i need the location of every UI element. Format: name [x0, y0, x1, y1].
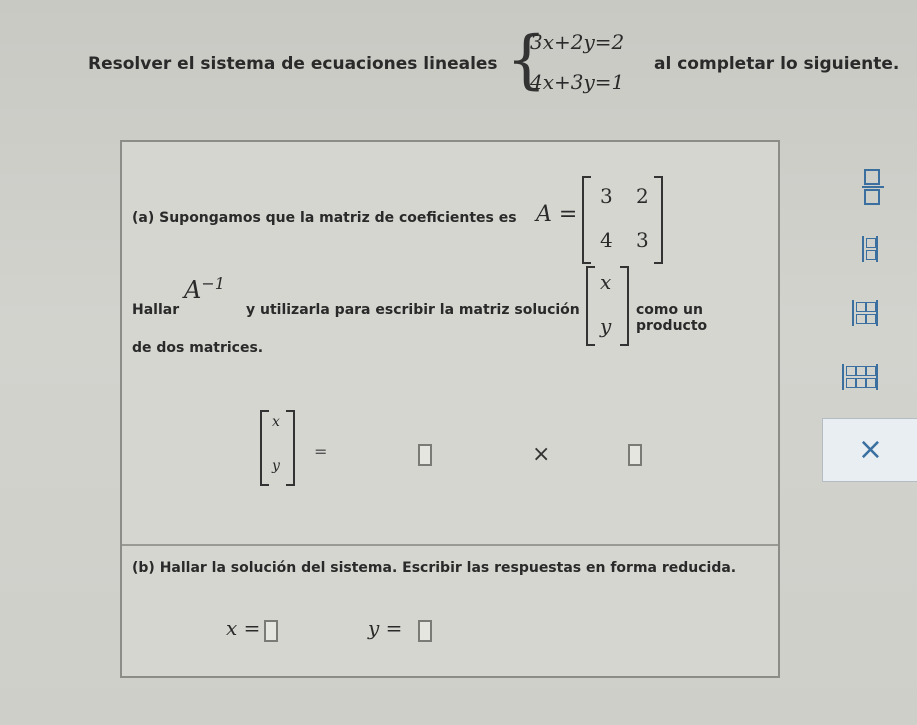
problem-statement-tail: al completar lo siguiente.: [654, 54, 900, 74]
fraction-template-icon[interactable]: [862, 168, 882, 206]
vector-left-bracket: [586, 266, 595, 346]
fraction-denominator-box: [864, 189, 880, 205]
system-brace: {: [506, 23, 547, 97]
y-answer-input[interactable]: [418, 620, 432, 642]
fraction-bar: [862, 186, 884, 188]
equation-1: 3x+2y=2: [530, 30, 625, 54]
vector-right-bracket: [620, 266, 629, 346]
matrix-cell-icon: [866, 302, 876, 312]
matrix-a-cell: 2: [636, 184, 649, 208]
part-a-intro: (a) Supongamos que la matriz de coeficientes es: [132, 210, 517, 226]
matrix-cell-icon: [866, 366, 876, 376]
matrix-a-cell: 3: [600, 184, 613, 208]
a-inverse: [184, 274, 225, 304]
instruction-text-end: como un producto: [636, 302, 708, 334]
matrix-cell-icon: [866, 378, 876, 388]
equals-sign: =: [314, 442, 328, 461]
answer-vector-x: x: [272, 414, 280, 430]
vector-matrix-input[interactable]: [628, 444, 642, 466]
hallar-label: Hallar: [132, 302, 180, 318]
inverse-matrix-input[interactable]: [418, 444, 432, 466]
matrix-cell-icon: [866, 314, 876, 324]
matrix-a-cell: 4: [600, 228, 613, 252]
x-answer-input[interactable]: [264, 620, 278, 642]
part-b-text: (b) Hallar la solución del sistema. Escribir las respuestas en forma reducida.: [132, 560, 737, 576]
matrix-cell-icon: [846, 378, 856, 388]
vector-y: y: [600, 314, 612, 338]
x-answer-label: x =: [226, 616, 261, 640]
times-sign: ×: [532, 442, 551, 467]
problem-header: [88, 23, 908, 106]
instruction-text: y utilizarla para escribir la matriz solución: [246, 302, 580, 318]
matrix-cell-icon: [856, 378, 866, 388]
matrix-cell-icon: [866, 250, 876, 260]
answer-vector-right-bracket: [286, 410, 295, 486]
section-divider: [122, 544, 778, 546]
instruction-text-cont: de dos matrices.: [132, 340, 264, 356]
matrix-right-bracket: [654, 176, 663, 264]
equation-2: 4x+3y=1: [530, 70, 625, 94]
problem-statement: Resolver el sistema de ecuaciones lineales: [88, 54, 498, 74]
answer-vector-y: y: [272, 458, 280, 474]
fraction-numerator-box: [864, 169, 880, 185]
a-inverse-exponent: −1: [201, 274, 225, 293]
answer-vector-left-bracket: [260, 410, 269, 486]
matrix-2x1-icon[interactable]: [862, 236, 878, 262]
matrix-left-bracket: [582, 176, 591, 264]
y-answer-label: y =: [368, 616, 403, 640]
matrix-a-cell: 3: [636, 228, 649, 252]
vector-x: x: [600, 270, 612, 294]
matrix-2x2-icon[interactable]: [852, 300, 878, 326]
matrix-a-label: A =: [536, 202, 578, 227]
matrix-cell-icon: [846, 366, 856, 376]
matrix-cell-icon: [866, 238, 876, 248]
matrix-cell-icon: [856, 302, 866, 312]
matrix-cell-icon: [856, 314, 866, 324]
answer-panel: [120, 140, 780, 678]
matrix-2x3-icon[interactable]: [842, 364, 878, 390]
clear-button[interactable]: ×: [822, 418, 917, 482]
matrix-cell-icon: [856, 366, 866, 376]
a-inverse-base: A: [184, 276, 202, 304]
